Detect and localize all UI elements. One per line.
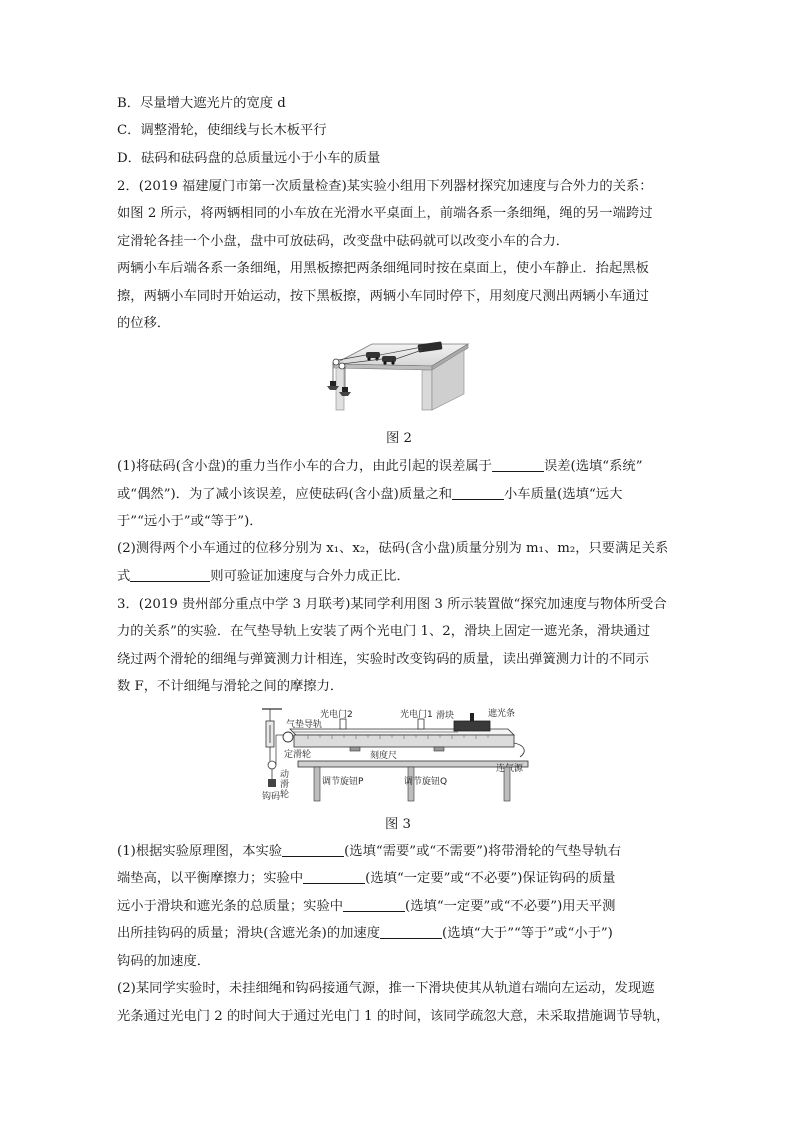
label-ruler: 刻度尺 [370,751,398,761]
label-knob-p: 调节旋钮P [322,777,364,787]
question-3-part-2: (2)某同学实验时，未挂细绳和钩码接通气源，推一下滑块使其从轨道右端向左运动，发现遮 [117,981,655,996]
question-3-part-2: 光条通过光电门 2 的时间大于通过光电门 1 的时间，该同学疏忽大意，未采取措施调节导轨， [117,1009,670,1024]
label-slider: 滑块 [436,711,455,721]
question-2-text: 的位移． [117,316,171,331]
answer-blank[interactable] [343,897,405,912]
option-b: B．尽量增大遮光片的宽度 d [117,96,286,111]
option-d: D．砝码和砝码盘的总质量远小于小车的质量 [117,151,381,166]
label-photogate-2: 光电门2 [320,710,353,720]
question-3-text: 绕过两个滑轮的细绳与弹簧测力计相连，实验时改变钩码的质量，读出弹簧测力计的不同示 [117,652,649,667]
answer-blank[interactable] [380,924,442,939]
question-3-title: 3．(2019 贵州部分重点中学 3 月联考)某同学利用图 3 所示装置做“探究加速度与物体所受合 [117,597,667,612]
label-movable-pulley: 滑 [280,780,290,790]
figure-3-caption: 图 3 [385,817,411,832]
label-photogate-1: 光电门1 [400,710,433,720]
question-2-text: 两辆小车后端各系一条细绳，用黑板擦把两条细绳同时按在桌面上，使小车静止．抬起黑板 [117,261,649,276]
label-fixed-pulley: 定滑轮 [284,750,312,760]
question-2-part-1: 或“偶然”)．为了减小该误差，应使砝码(含小盘)质量之和 小车质量(选填“远大 [117,487,623,502]
question-3-part-1: 端垫高，以平衡摩擦力；实验中 (选填“一定要”或“不必要”)保证钩码的质量 [117,871,616,886]
question-2-text: 定滑轮各挂一个小盘，盘中可放砝码，改变盘中砝码就可以改变小车的合力． [117,234,570,249]
question-3-part-1: (1)根据实验原理图，本实验 (选填“需要”或“不需要”)将带滑轮的气垫导轨右 [117,844,622,859]
answer-blank[interactable] [282,842,344,857]
label-hook-weight: 钩码 [262,792,281,802]
answer-blank[interactable] [452,485,504,500]
question-2-part-1: (1)将砝码(含小盘)的重力当作小车的合力，由此引起的误差属于 误差(选填“系统” [117,459,643,474]
answer-blank[interactable] [492,457,544,472]
answer-blank[interactable] [130,567,210,582]
label-movable-pulley: 动 [280,770,290,780]
label-knob-q: 调节旋钮Q [404,777,448,787]
figure-2-caption: 图 2 [386,431,412,446]
question-3-part-1: 钩码的加速度． [117,954,211,969]
answer-blank[interactable] [303,869,365,884]
question-2-text: 如图 2 所示，将两辆相同的小车放在光滑水平桌面上，前端各系一条细绳，绳的另一端跨过 [117,206,653,221]
question-3-part-1: 远小于滑块和遮光条的总质量；实验中 (选填“一定要”或“不必要”)用天平测 [117,899,616,914]
figure-3-illustration [258,705,538,805]
question-3-text: 数 F，不计细绳与滑轮之间的摩擦力． [117,679,344,694]
question-3-part-1: 出所挂钩码的质量；滑块(含遮光条)的加速度 (选填“大于”“等于”或“小于”) [117,926,613,941]
label-air-source: 连气源 [496,764,524,774]
question-2-part-2: 式 则可验证加速度与合外力成正比． [117,569,410,584]
label-light-strip: 遮光条 [488,709,516,719]
question-2-part-2: (2)测得两个小车通过的位移分别为 x₁、x₂，砝码(含小盘)质量分别为 m₁、m₂，只要满足关系 [117,541,669,556]
question-3-text: 力的关系”的实验．在气垫导轨上安装了两个光电门 1、2，滑块上固定一遮光条，滑块通过 [117,624,651,639]
question-2-text: 擦，两辆小车同时开始运动，按下黑板擦，两辆小车同时停下，用刻度尺测出两辆小车通过 [117,289,649,304]
question-2-title: 2．(2019 福建厦门市第一次质量检查)某实验小组用下列器材探究加速度与合外力的关系： [117,179,653,194]
label-air-track: 气垫导轨 [286,720,323,730]
question-2-part-1: 于”“远小于”或“等于”)． [117,514,263,529]
option-c: C．调整滑轮，使细线与长木板平行 [117,123,327,138]
label-movable-pulley: 轮 [280,790,290,800]
figure-2-illustration [322,334,470,414]
